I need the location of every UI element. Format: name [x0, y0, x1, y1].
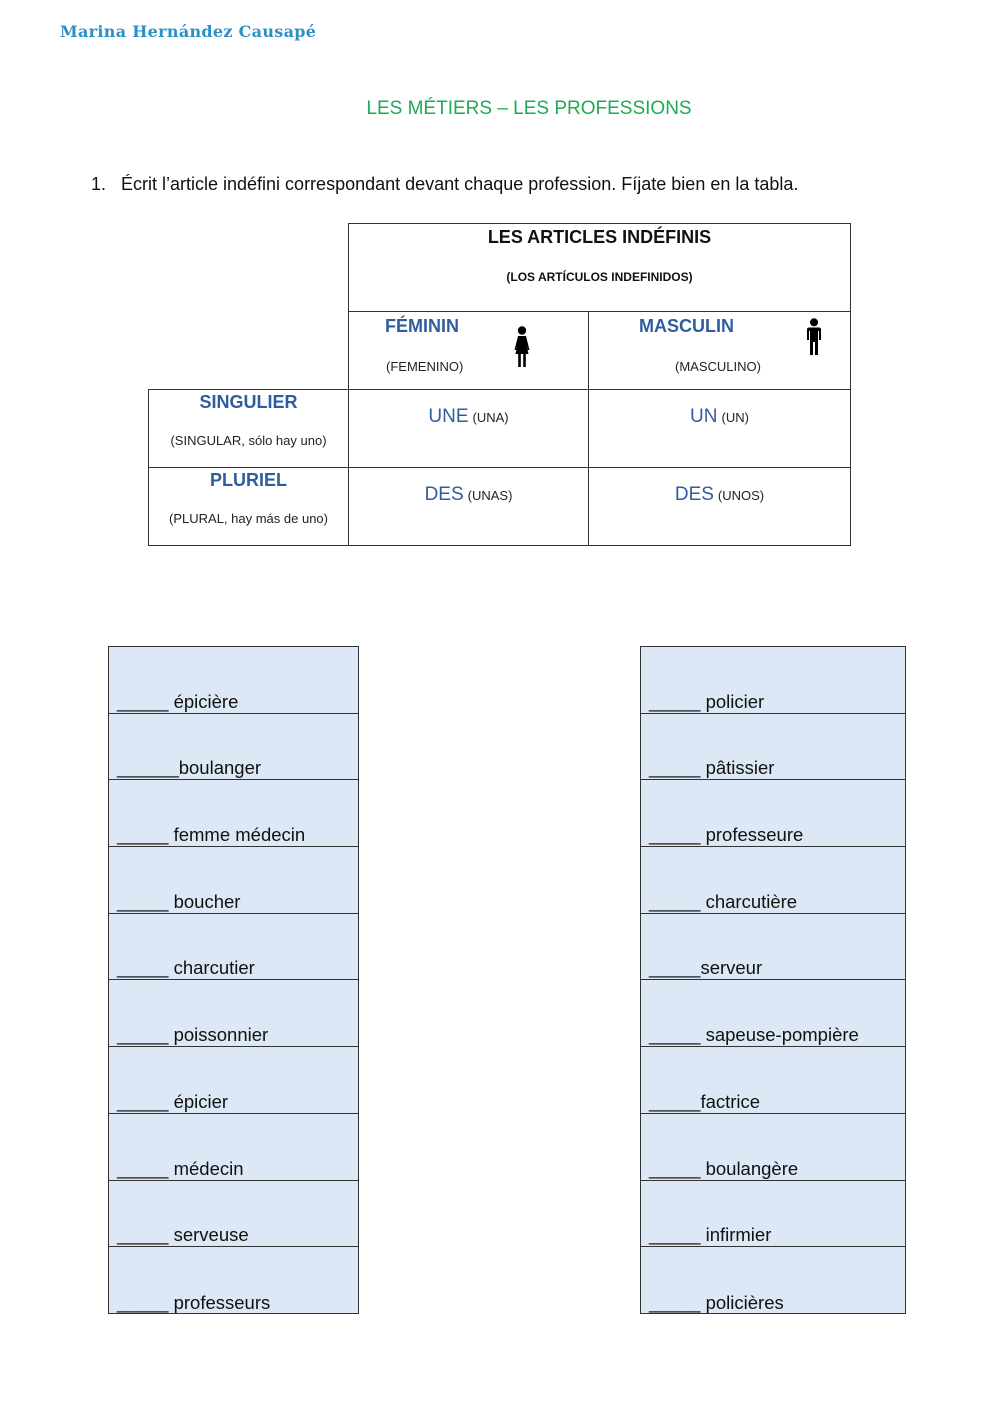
exercise-list-right [640, 646, 906, 1314]
list-item[interactable] [641, 1181, 905, 1248]
list-item[interactable] [641, 914, 905, 981]
list-item[interactable] [641, 714, 905, 781]
masculine-label: MASCULIN [639, 316, 734, 336]
profession-text: _____ épicier [117, 1090, 229, 1112]
plural-label: PLURIEL [209, 470, 287, 490]
profession-text: _____ charcutière [649, 890, 798, 912]
plural-sub: (PLURAL, hay más de uno) [169, 511, 328, 526]
list-item[interactable] [641, 980, 905, 1047]
list-item[interactable] [109, 1181, 358, 1248]
profession-text: _____ policières [649, 1291, 784, 1313]
articles-table-subtitle: (LOS ARTÍCULOS INDEFINIDOS) [506, 270, 693, 284]
profession-text: _____ serveuse [117, 1224, 249, 1246]
list-item[interactable] [641, 1114, 905, 1181]
list-item[interactable] [109, 914, 358, 981]
list-item[interactable] [109, 647, 358, 714]
profession-text: _____ pâtissier [649, 757, 775, 779]
article-des-masculine: DES [674, 484, 714, 505]
list-item[interactable] [109, 1114, 358, 1181]
instruction-text: Écrit l’article indéfini correspondant devant chaque profession. Fíjate bien en la tabla. [121, 174, 799, 194]
article-une-translation: (UNA) [472, 410, 509, 425]
list-item[interactable] [109, 980, 358, 1047]
profession-text: _____ boulangère [649, 1157, 799, 1179]
feminine-singular-cell [348, 389, 589, 468]
list-item[interactable] [109, 1047, 358, 1114]
instruction [91, 174, 798, 195]
article-des-feminine: DES [424, 484, 464, 505]
page-title: LES MÉTIERS – LES PROFESSIONS [366, 98, 692, 119]
profession-text: _____ poissonnier [117, 1024, 269, 1046]
article-un: UN [690, 406, 718, 427]
profession-text: _____ épicière [117, 690, 239, 712]
masculine-plural-cell [588, 467, 851, 546]
list-item[interactable] [641, 780, 905, 847]
man-icon [804, 318, 824, 356]
profession-text: _____ sapeuse-pompière [649, 1024, 859, 1046]
masculine-header [588, 311, 851, 390]
profession-text: _____ professeurs [117, 1291, 271, 1313]
profession-text: _____ boucher [117, 890, 241, 912]
articles-table-header [348, 223, 851, 312]
list-item[interactable] [109, 714, 358, 781]
instruction-number: 1. [91, 174, 107, 194]
feminine-header [348, 311, 589, 390]
list-item[interactable] [641, 1047, 905, 1114]
profession-text: ______boulanger [117, 757, 262, 779]
article-une: UNE [428, 406, 469, 427]
profession-text: _____ femme médecin [117, 824, 306, 846]
article-des-masculine-translation: (UNOS) [717, 488, 765, 503]
profession-text: _____factrice [649, 1090, 761, 1112]
list-item[interactable] [641, 847, 905, 914]
singular-label: SINGULIER [199, 392, 298, 412]
profession-text: _____ charcutier [117, 957, 255, 979]
singular-sub: (SINGULAR, sólo hay uno) [170, 433, 327, 448]
article-un-translation: (UN) [721, 410, 749, 425]
list-item[interactable] [109, 847, 358, 914]
list-item[interactable] [109, 1247, 358, 1314]
list-item[interactable] [641, 1247, 905, 1314]
profession-text: _____serveur [649, 957, 763, 979]
masculine-singular-cell [588, 389, 851, 468]
feminine-plural-cell [348, 467, 589, 546]
singular-row-header [148, 389, 349, 468]
list-item[interactable] [109, 780, 358, 847]
feminine-label: FÉMININ [385, 316, 459, 336]
masculine-sub: (MASCULINO) [675, 359, 761, 374]
articles-table-title: LES ARTICLES INDÉFINIS [487, 227, 712, 247]
list-item[interactable] [641, 647, 905, 714]
exercise-list-left [108, 646, 359, 1314]
profession-text: _____ médecin [117, 1157, 244, 1179]
article-des-feminine-translation: (UNAS) [467, 488, 513, 503]
woman-icon [512, 326, 532, 368]
feminine-sub: (FEMENINO) [386, 359, 464, 374]
plural-row-header [148, 467, 349, 546]
profession-text: _____ professeure [649, 824, 804, 846]
profession-text: _____ infirmier [649, 1224, 772, 1246]
author-name: Marina Hernández Causapé [60, 22, 317, 41]
profession-text: _____ policier [649, 690, 765, 712]
